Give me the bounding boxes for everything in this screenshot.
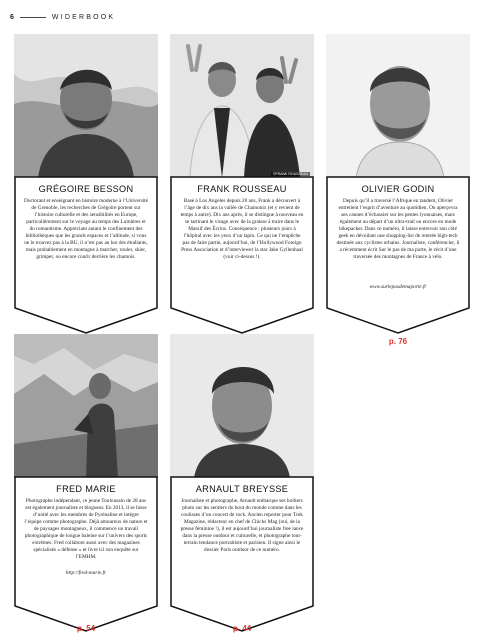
profile-name: FRANK ROUSSEAU <box>197 184 287 194</box>
page-reference: p. 54 <box>76 624 96 633</box>
profile-card-frank-rousseau <box>170 34 314 334</box>
profile-name: FRED MARIE <box>56 484 116 494</box>
profile-bio: Photographe indépendant, ce jeune Toulousain de 28 ans est également journaliste et blogueur. En 2013, il se hisse d’unité avec les membres de Pyrénaline et intègre l’équipe comme photographe. Déjà amoureux de nature et de paysages montagneux, il commence un travail photographique de longue haleine sur l’univers des sports extrêmes. Fred collabore aussi avec des magazines spécialisés « défense » et livre ici son enquête sur l’EMHM. <box>24 498 148 561</box>
section-title: WIDERBOOK <box>51 13 116 21</box>
profile-card-arnault-breysse <box>170 332 314 632</box>
profile-card-gregoire-besson <box>14 34 158 334</box>
profile-bio: Doctorant et enseignant en histoire moderne à l’Université de Grenoble, les recherches de Grégoire portent sur l’histoire culturelle et des sensibilités en Europe, particulièrement sur le voyage au temps des Lumières et du romantisme. Appréciant autant le confinement des bibliothèques que les grands espaces et l’altitude, si vous ne le trouvez pas à la BU, il n’est pas au bar des étudiants, mais probablement en montagne à marcher, rouler, skier, grimper, ou encore courir derrière les chamois. <box>24 198 148 261</box>
profile-card-olivier-godin <box>326 34 470 334</box>
profile-website: www.surlepasdemaporte.fr <box>369 284 427 290</box>
portrait-photo <box>170 334 314 478</box>
portrait-photo <box>326 34 470 178</box>
profile-bio: Depuis qu’il a traversé l’Afrique en tandem, Olivier entretient l’esprit d’aventure au quotidien. On aperçevra ses cannes d’échassier sur les pentes lyonnaises, mais également au départ d’un ultra-trail ou encore en mode bikepacker. Dans ce numéro, il laisse entrevoir son côté geek en dévoilant une shopping-list de rentrée high-tech destinée aux cyclistes urbains. Journaliste, conférencier, il a récemment écrit Sur le pas de ma porte, le récit d’une traversée des montagnes de France à vélo. <box>336 198 460 261</box>
portrait-photo <box>14 34 158 178</box>
page-reference: p. 76 <box>388 337 408 346</box>
page-number: 6 <box>10 13 14 21</box>
portrait-photo <box>170 34 314 178</box>
profile-name: ARNAULT BREYSSE <box>195 484 289 494</box>
profile-card-fred-marie <box>14 332 158 632</box>
portrait-illustration <box>14 34 158 178</box>
profile-bio: Basé à Los Angeles depuis 20 ans, Frank a découvert à l’âge de dix ans la vallée de Chamonix (et y revient de temps à autre). Dix ans après, il se distingue à nouveau en se tartinant le visage avec de la graisse à traire dans le Massif des Écrins. Conséquence : plusieurs jours à l’hôpital avec les yeux d’un lapin. Ce qui ne l’empêche pas de faire partie, aujourd’hui, de l’Hollywood Foreign Press Association et d’interviewer la star Jake Gyllenhaal (voir ci-dessus !). <box>180 198 304 261</box>
photo-credit: ©FRANK ROUSSEAU <box>272 172 308 176</box>
profile-website: http://fred-marie.fr <box>65 570 107 576</box>
page-reference: p. 44 <box>232 624 252 633</box>
page-header <box>10 10 115 24</box>
profile-bio: Journaliste et photographe, Arnault embarque ses boîtiers photo sur les sentiers du bout du monde comme dans les coulisses d’un concert de rock. Ancien reporter pour Trek Magazine, rédacteur en chef de Chicks Mag (oui, de la presse féminine !), il est aujourd’hui journaliste free lance dans la presse outdoor et culturelle, et photographe tout-terrain tendance portraitiste et parisien. Il signe ainsi le dossier Paris outdoor de ce numéro. <box>180 498 304 554</box>
portrait-illustration <box>170 334 314 478</box>
portrait-illustration <box>326 34 470 178</box>
portrait-illustration <box>170 34 314 178</box>
portrait-illustration <box>14 334 158 478</box>
profile-name: GRÉGOIRE BESSON <box>38 184 134 194</box>
profile-name: OLIVIER GODIN <box>361 184 435 194</box>
header-rule <box>20 17 46 18</box>
portrait-photo <box>14 334 158 478</box>
